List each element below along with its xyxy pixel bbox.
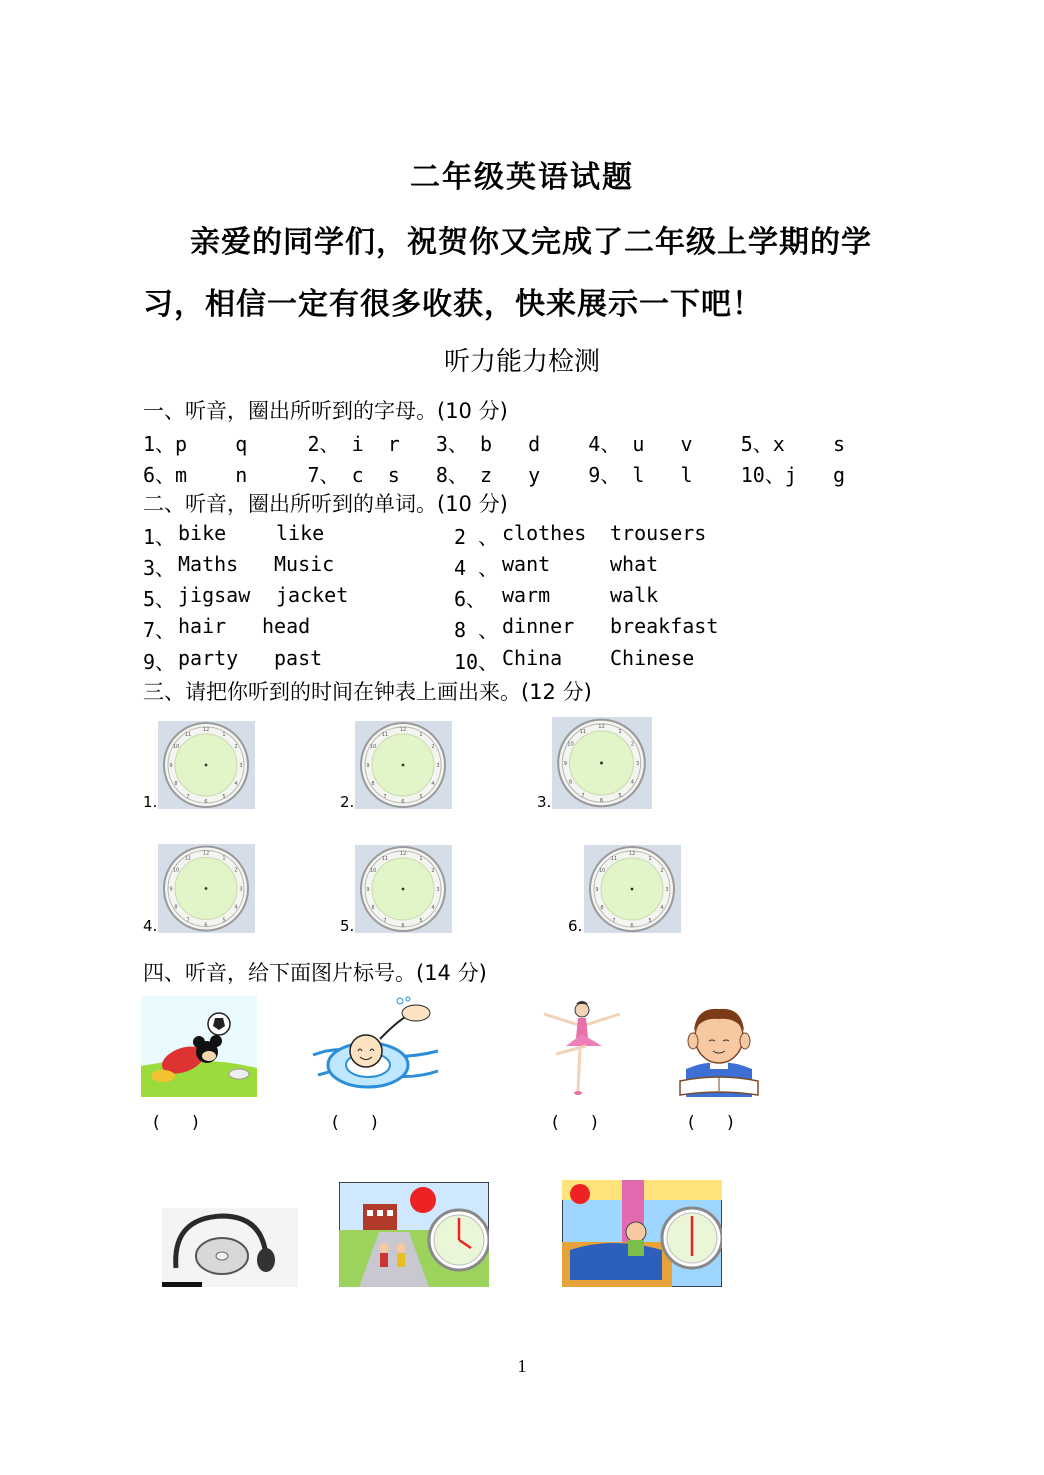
swimming-boy-icon (308, 995, 443, 1098)
word-option-b: what (610, 552, 659, 576)
section-subtitle: 听力能力检测 (443, 347, 600, 377)
clock-5[interactable] (355, 845, 452, 933)
intro-line-2: 习，相信一定有很多收获，快来展示一下吧！ (143, 287, 763, 322)
word-option-a: hair (178, 614, 227, 638)
word-option-b: breakfast (610, 614, 719, 638)
letter-row-1: 1、p q 2、 i r 3、 b d 4、 u v 5、x s (143, 432, 846, 456)
clock-6[interactable] (584, 845, 681, 933)
word-option-a: jigsaw (178, 583, 251, 607)
word-option-a: party (178, 646, 239, 670)
picture-football (141, 996, 257, 1097)
section4-heading: 四、听音，给下面图片标号。(14 分) (143, 961, 487, 985)
word-option-a: Maths (178, 552, 239, 576)
word-option-a: want (502, 552, 551, 576)
clock-icon (355, 721, 452, 809)
boy-waking-up-icon (562, 1180, 722, 1287)
intro-line-1: 亲爱的同学们，祝贺你又完成了二年级上学期的学 (190, 225, 872, 260)
word-option-b: Music (274, 552, 335, 576)
answer-blank[interactable]: ( ) (153, 1113, 199, 1133)
answer-blank[interactable]: ( ) (332, 1113, 378, 1133)
ballet-dancer-icon (536, 996, 628, 1097)
word-item-num: 6、 (454, 587, 487, 611)
clock-1[interactable] (158, 721, 255, 809)
answer-blank[interactable]: ( ) (552, 1113, 598, 1133)
clock-label: 5. (340, 917, 355, 935)
clock-icon (584, 845, 681, 933)
word-item-num: 9、 (143, 650, 176, 674)
picture-swimming (308, 995, 443, 1098)
word-item-num: 3、 (143, 556, 176, 580)
clock-icon (355, 845, 452, 933)
clock-3[interactable] (552, 717, 652, 809)
word-option-a: dinner (502, 614, 575, 638)
clock-icon (158, 721, 255, 809)
word-option-b: Chinese (610, 646, 695, 670)
kids-going-to-school-icon (339, 1182, 489, 1287)
boy-reading-icon (676, 1003, 762, 1097)
word-option-b: past (274, 646, 323, 670)
word-option-b: trousers (610, 521, 707, 545)
section2-heading: 二、听音，圈出所听到的单词。(10 分) (143, 492, 508, 516)
picture-reading (676, 1003, 762, 1097)
page-title: 二年级英语试题 (410, 160, 634, 195)
headphones-cd-icon (162, 1208, 298, 1287)
clock-icon (552, 717, 652, 809)
word-item-num: 4 、 (454, 556, 499, 580)
picture-dancing (536, 996, 628, 1097)
word-item-num: 10、 (454, 650, 499, 674)
word-option-a: clothes (502, 521, 587, 545)
answer-blank[interactable]: ( ) (688, 1113, 734, 1133)
clock-label: 4. (143, 917, 158, 935)
clock-label: 2. (340, 793, 355, 811)
page-number: 1 (517, 1356, 527, 1376)
word-option-b: head (262, 614, 311, 638)
word-option-b: like (276, 521, 325, 545)
word-item-num: 2 、 (454, 525, 499, 549)
clock-label: 6. (568, 917, 583, 935)
letter-row-2: 6、m n 7、 c s 8、 z y 9、 l l 10、j g (143, 463, 846, 487)
section1-heading: 一、听音，圈出所听到的字母。(10 分) (143, 399, 508, 423)
clock-label: 3. (537, 793, 552, 811)
word-option-b: walk (610, 583, 659, 607)
clock-icon (158, 844, 255, 933)
word-option-a: bike (178, 521, 227, 545)
word-option-a: warm (502, 583, 551, 607)
clock-4[interactable] (158, 844, 255, 933)
word-item-num: 8 、 (454, 618, 499, 642)
football-player-icon (141, 996, 257, 1097)
picture-headphones (162, 1208, 298, 1287)
picture-getting-up (562, 1180, 722, 1287)
word-option-b: jacket (276, 583, 349, 607)
word-item-num: 1、 (143, 525, 176, 549)
clock-2[interactable] (355, 721, 452, 809)
word-option-a: China (502, 646, 563, 670)
picture-school (339, 1182, 489, 1287)
section3-heading: 三、请把你听到的时间在钟表上画出来。(12 分) (143, 680, 592, 704)
word-item-num: 5、 (143, 587, 176, 611)
word-item-num: 7、 (143, 618, 176, 642)
clock-label: 1. (143, 793, 158, 811)
